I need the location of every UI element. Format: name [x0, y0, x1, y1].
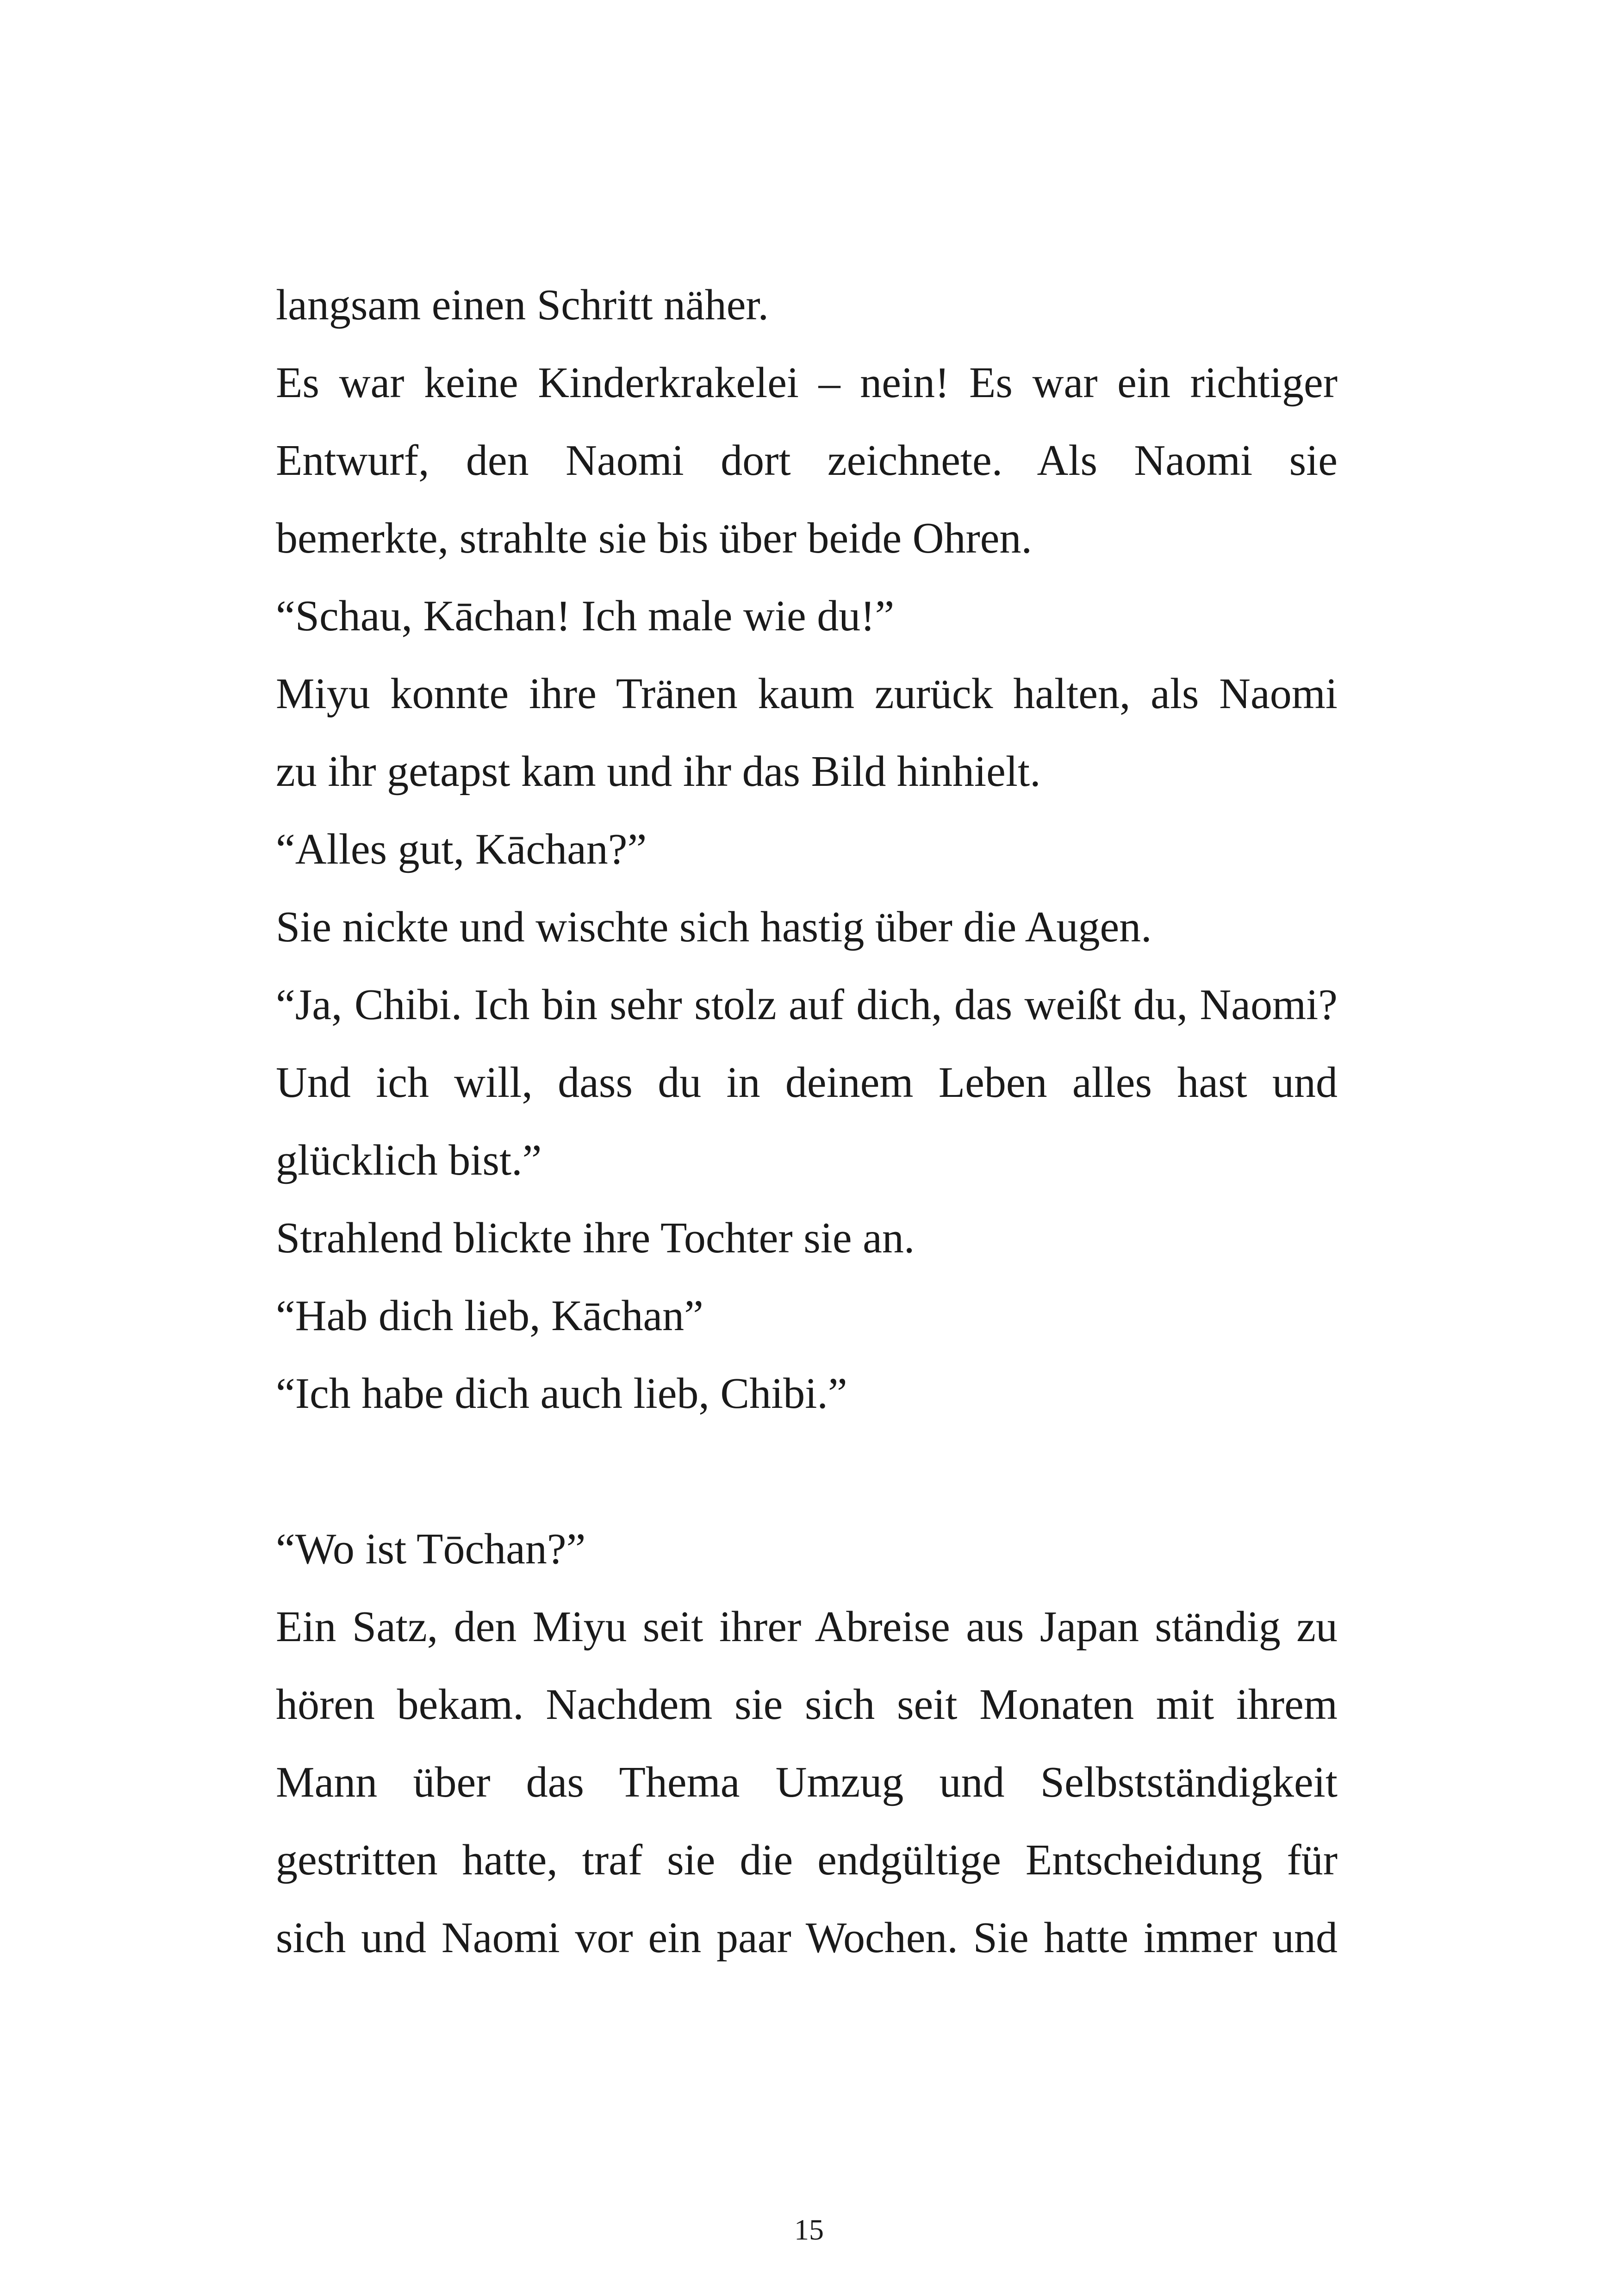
text-line: “Hab dich lieb, Kāchan”	[276, 1292, 703, 1340]
text-line: “Schau, Kāchan! Ich male wie du!”	[276, 592, 895, 640]
text-line: Und ich will, dass du in deinem Leben alles hast und	[276, 1058, 1338, 1107]
text-line: Entwurf, den Naomi dort zeichnete. Als Naomi sie	[276, 436, 1338, 485]
text-line: langsam einen Schritt näher.	[276, 281, 769, 329]
page-number: 15	[794, 2213, 824, 2246]
text-line: Ein Satz, den Miyu seit ihrer Abreise aus Japan ständig zu	[276, 1603, 1338, 1651]
body-text	[276, 266, 1338, 1977]
text-line: Strahlend blickte ihre Tochter sie an.	[276, 1214, 915, 1262]
text-line: Miyu konnte ihre Tränen kaum zurück halten, als Naomi	[276, 670, 1338, 718]
text-line: Mann über das Thema Umzug und Selbstständigkeit	[276, 1758, 1338, 1806]
text-line: “Alles gut, Kāchan?”	[276, 825, 647, 873]
text-line: “Ich habe dich auch lieb, Chibi.”	[276, 1369, 847, 1418]
text-line: zu ihr getapst kam und ihr das Bild hinhielt.	[276, 747, 1041, 796]
paragraph-gap	[276, 1432, 1338, 1510]
text-line: “Wo ist Tōchan?”	[276, 1525, 586, 1573]
text-line: Es war keine Kinderkrakelei – nein! Es war ein richtiger	[276, 359, 1338, 407]
text-line: glücklich bist.”	[276, 1136, 542, 1184]
text-line: bemerkte, strahlte sie bis über beide Ohren.	[276, 514, 1032, 562]
text-line: sich und Naomi vor ein paar Wochen. Sie hatte immer und	[276, 1914, 1338, 1962]
text-line: gestritten hatte, traf sie die endgültige Entscheidung für	[276, 1836, 1338, 1884]
text-line: hören bekam. Nachdem sie sich seit Monaten mit ihrem	[276, 1680, 1338, 1729]
text-line: Sie nickte und wischte sich hastig über die Augen.	[276, 903, 1152, 951]
text-line: “Ja, Chibi. Ich bin sehr stolz auf dich, das weißt du, Naomi?	[276, 981, 1338, 1029]
